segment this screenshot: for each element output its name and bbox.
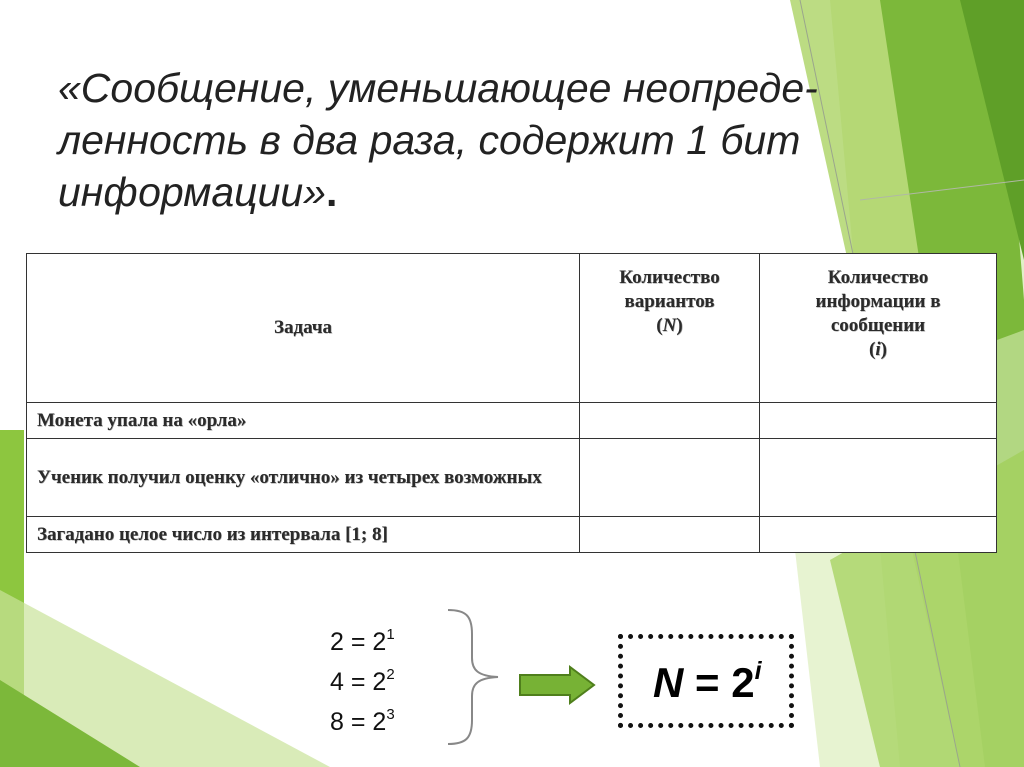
header-info-line2: информации в (815, 291, 941, 312)
title-period: . (325, 169, 338, 215)
header-info: Количество информации в сообщении (i) (760, 254, 997, 403)
equation-line (330, 662, 395, 702)
equation-exponent: 1 (386, 626, 395, 643)
header-count: Количество вариантов (N) (580, 254, 760, 403)
equation-line (330, 702, 395, 742)
header-count-symbol: N (662, 315, 677, 336)
title-line-3-text: информации» (58, 169, 326, 215)
slide-title (58, 62, 888, 218)
equation-exponent: 2 (386, 666, 395, 683)
equation-exponent: 3 (386, 706, 395, 723)
formula-lhs: N (653, 659, 684, 706)
info-cell[interactable] (760, 403, 997, 439)
table-row (27, 517, 997, 553)
info-cell[interactable] (760, 439, 997, 517)
task-table (26, 253, 997, 553)
header-info-symbol: i (875, 339, 881, 360)
formula-box (618, 634, 794, 728)
formula-rhs: = 2 (683, 659, 755, 706)
count-cell[interactable] (580, 439, 760, 517)
title-line-3 (58, 166, 888, 218)
header-task: Задача (27, 254, 580, 403)
right-arrow-icon (518, 665, 598, 705)
table-row (27, 403, 997, 439)
formula (653, 659, 762, 707)
title-line-1: «Сообщение, уменьшающее неопреде- (58, 65, 818, 111)
task-cell: Монета упала на «орла» (27, 403, 580, 439)
formula-exponent: i (754, 657, 762, 685)
count-cell[interactable] (580, 517, 760, 553)
equation-base: 4 = 2 (330, 668, 387, 696)
task-cell: Ученик получил оценку «отлично» из четырех возможных (27, 439, 580, 517)
power-equations (330, 622, 395, 742)
count-cell[interactable] (580, 403, 760, 439)
table-header-row (27, 254, 997, 403)
header-info-line1: Количество (827, 267, 929, 288)
title-line-2: ленность в два раза, содержит 1 бит (58, 117, 801, 163)
header-count-line1: Количество (619, 267, 720, 288)
table-row (27, 439, 997, 517)
equation-line (330, 622, 395, 662)
header-info-line3: сообщении (830, 315, 926, 336)
task-cell: Загадано целое число из интервала [1; 8] (27, 517, 580, 553)
equation-base: 2 = 2 (330, 628, 387, 656)
header-count-line2: вариантов (624, 291, 715, 312)
equation-base: 8 = 2 (330, 708, 387, 736)
curly-brace-icon (446, 606, 506, 748)
info-cell[interactable] (760, 517, 997, 553)
